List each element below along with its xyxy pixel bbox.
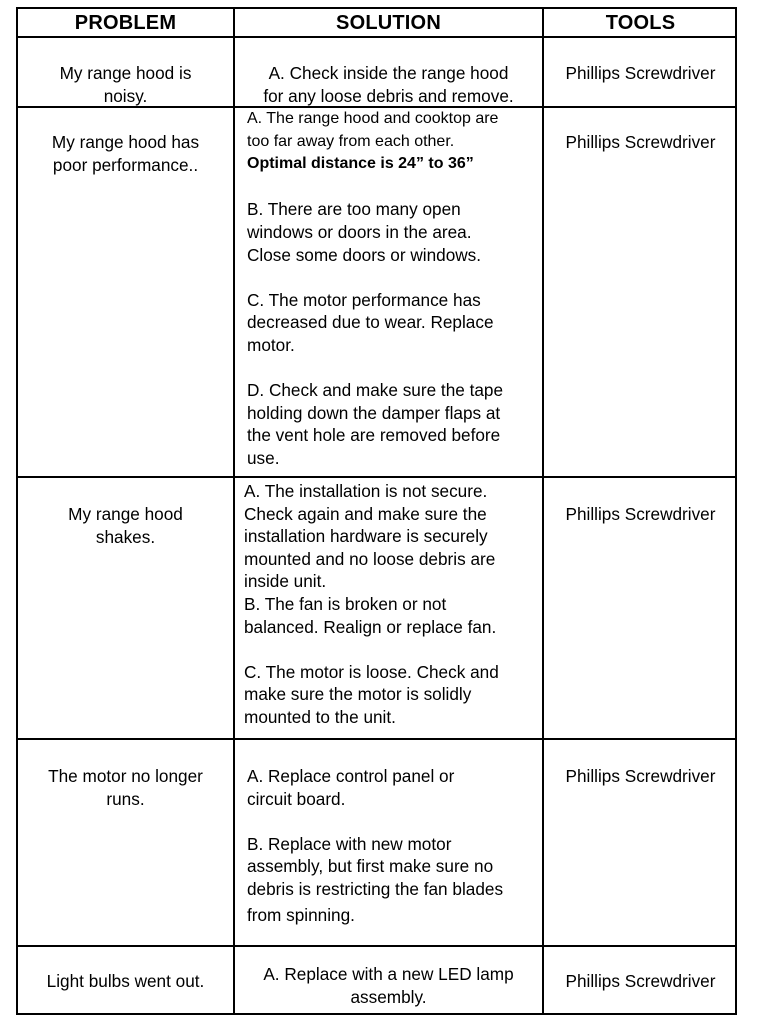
problem-line: noisy.: [103, 85, 148, 106]
solution-cell: [235, 963, 542, 1008]
solution-line: the vent hole are removed before: [247, 425, 501, 446]
header-tools: TOOLS: [605, 12, 676, 34]
solution-line: balanced. Realign or replace fan.: [244, 616, 497, 637]
tools-cell: Phillips Screwdriver: [565, 63, 716, 83]
solution-line: D. Check and make sure the tape: [247, 380, 504, 401]
solution-line: C. The motor is loose. Check and: [244, 661, 499, 682]
solution-line: for any loose debris and remove.: [263, 85, 514, 106]
solution-line: make sure the motor is solidly: [244, 684, 472, 705]
solution-line: debris is restricting the fan blades: [247, 878, 504, 899]
solution-line: A. Replace control panel or: [247, 766, 455, 786]
solution-line: A. The installation is not secure.: [244, 481, 488, 501]
solution-line: A. Replace with a new LED lamp: [263, 964, 514, 984]
solution-line: assembly, but first make sure no: [247, 856, 494, 877]
tools-cell: Phillips Screwdriver: [565, 504, 716, 524]
row-divider: [18, 738, 735, 740]
troubleshooting-table: [16, 7, 737, 1015]
solution-line: windows or doors in the area.: [247, 221, 472, 242]
solution-cell: [247, 765, 540, 923]
problem-line: My range hood has: [51, 132, 200, 152]
problem-line: My range hood is: [59, 63, 192, 83]
solution-cell: [244, 480, 540, 729]
solution-line: B. Replace with new motor: [247, 833, 452, 854]
solution-line: assembly.: [350, 986, 427, 1007]
tools-cell: Phillips Screwdriver: [565, 132, 716, 152]
solution-line: C. The motor performance has: [247, 289, 481, 310]
solution-line: mounted to the unit.: [244, 706, 396, 727]
problem-cell: [18, 765, 233, 810]
header-problem: PROBLEM: [74, 12, 177, 34]
solution-line: A. Check inside the range hood: [268, 63, 509, 83]
solution-line: use.: [247, 447, 280, 468]
row-divider: [18, 945, 735, 947]
solution-line: holding down the damper flaps at: [247, 402, 501, 423]
solution-line: Close some doors or windows.: [247, 244, 482, 265]
header-solution: SOLUTION: [336, 12, 441, 34]
solution-cell: [235, 62, 542, 107]
solution-line: motor.: [247, 334, 295, 355]
solution-line: installation hardware is securely: [244, 526, 488, 547]
solution-line: circuit board.: [247, 788, 346, 809]
optimal-distance-note: Optimal distance is 24” to 36”: [247, 155, 474, 173]
row-divider: [18, 36, 735, 38]
row-divider: [18, 476, 735, 478]
problem-line: runs.: [106, 788, 145, 809]
solution-line: B. There are too many open: [247, 199, 461, 220]
solution-cell: [247, 108, 540, 470]
solution-line: Check again and make sure the: [244, 503, 487, 524]
problem-cell: [18, 503, 233, 548]
problem-line: Light bulbs went out.: [46, 971, 205, 991]
solution-line: mounted and no loose debris are: [244, 548, 496, 569]
problem-cell: [18, 62, 233, 107]
problem-line: shakes.: [95, 526, 156, 547]
solution-line: from spinning.: [247, 904, 355, 925]
problem-line: poor performance..: [52, 154, 199, 175]
solution-line: inside unit.: [244, 571, 327, 592]
problem-cell: [18, 970, 233, 993]
problem-cell: [18, 131, 233, 176]
problem-line: The motor no longer: [48, 766, 203, 786]
solution-line: decreased due to wear. Replace: [247, 312, 494, 333]
solution-line: A. The range hood and cooktop are: [247, 110, 499, 127]
column-divider: [233, 9, 235, 1013]
solution-line: B. The fan is broken or not: [244, 593, 447, 614]
tools-cell: Phillips Screwdriver: [565, 766, 716, 786]
problem-line: My range hood: [68, 504, 183, 524]
solution-line: too far away from each other.: [247, 132, 455, 150]
tools-cell: Phillips Screwdriver: [565, 971, 716, 991]
